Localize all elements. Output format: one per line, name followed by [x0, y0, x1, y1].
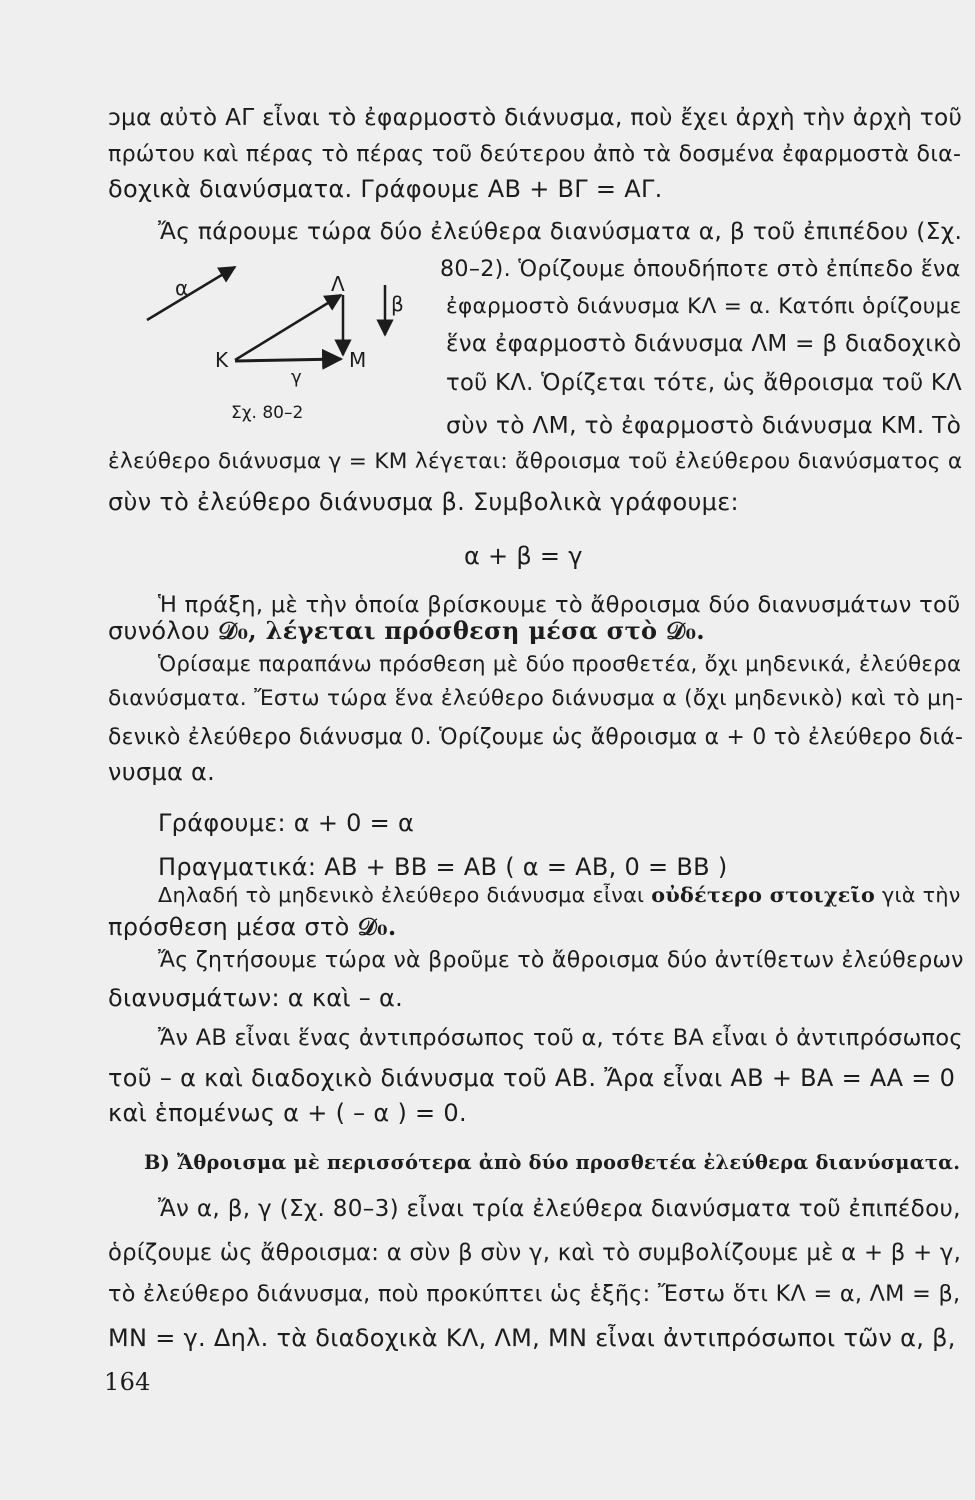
text-line-20-tail: γιὰ τὴν: [875, 883, 961, 907]
page-number: 164: [104, 1368, 151, 1396]
vector-KL: [235, 295, 341, 360]
text-line-12: Ἡ πράξη, μὲ τὴν ὁποία βρίσκουμε τὸ ἄθροισμα δύο διανυσμάτων τοῦ: [158, 592, 961, 618]
gamma-label: γ: [291, 367, 302, 388]
text-line-18: Γράφουμε: α + 0 = α: [158, 809, 415, 837]
text-line-25: τοῦ – α καὶ διαδοχικὸ διάνυσμα τοῦ ΑΒ. Ἄρα εἶναι ΑΒ + ΒΑ = ΑΑ = 0: [108, 1064, 956, 1092]
section-heading-b: Β) Ἄθροισμα μὲ περισσότερα ἀπὸ δύο προσθετέα ἐλεύθερα διανύσματα.: [144, 1151, 961, 1174]
text-line-21-bold: 𝒟₀.: [357, 912, 397, 941]
text-line-15: διανύσματα. Ἔστω τώρα ἕνα ἐλεύθερο διάνυσμα α (ὄχι μηδενικὸ) καὶ τὸ μη-: [108, 686, 964, 711]
text-line-29: τὸ ἐλεύθερο διάνυσμα, ποὺ προκύπτει ὡς ἑξῆς: Ἔστω ὅτι ΚΛ = α, ΛΜ = β,: [108, 1281, 961, 1307]
text-line-6: ἐφαρμοστὸ διάνυσμα ΚΛ = α. Κατόπι ὁρίζουμε: [446, 294, 962, 319]
text-line-4: Ἄς πάρουμε τώρα δύο ἐλεύθερα διανύσματα α, β τοῦ ἐπιπέδου (Σχ.: [158, 218, 963, 245]
text-line-21: [108, 912, 396, 942]
text-line-7: ἕνα ἐφαρμοστὸ διάνυσμα ΛΜ = β διαδοχικὸ: [446, 331, 962, 357]
text-line-16: δενικὸ ἐλεύθερο διάνυσμα 0. Ὁρίζουμε ὡς ἄθροισμα α + 0 τὸ ἐλεύθερο διά-: [108, 725, 964, 750]
text-line-13-plain: συνόλου: [108, 617, 218, 645]
alpha-label: α: [175, 276, 189, 300]
text-line-11: σὺν τὸ ἐλεύθερο διάνυσμα β. Συμβολικὰ γράφουμε:: [108, 488, 739, 516]
text-line-24: Ἄν ΑΒ εἶναι ἕνας ἀντιπρόσωπος τοῦ α, τότε ΒΑ εἶναι ὁ ἀντιπρόσωπος: [158, 1025, 963, 1051]
text-line-28: ὁρίζουμε ὡς ἄθροισμα: α σὺν β σὺν γ, καὶ τὸ συμβολίζουμε μὲ α + β + γ,: [108, 1240, 962, 1266]
figure-80-2: [135, 255, 435, 425]
text-line-27: Ἄν α, β, γ (Σχ. 80–3) εἶναι τρία ἐλεύθερα διανύσματα τοῦ ἐπιπέδου,: [158, 1196, 961, 1222]
text-line-1: ɔμα αὐτὸ ΑΓ εἶναι τὸ ἐφαρμοστὸ διάνυσμα, ποὺ ἔχει ἀρχὴ τὴν ἀρχὴ τοῦ: [108, 104, 963, 131]
beta-label: β: [391, 292, 404, 316]
text-line-26: καὶ ἑπομένως α + ( – α ) = 0.: [108, 1099, 467, 1127]
text-line-30: ΜΝ = γ. Δηλ. τὰ διαδοχικὰ ΚΛ, ΛΜ, ΜΝ εἶναι ἀντιπρόσωποι τῶν α, β,: [108, 1324, 956, 1352]
point-K-label: K: [215, 348, 229, 372]
text-line-2: πρώτου καὶ πέρας τὸ πέρας τοῦ δεύτερου ἀπὸ τὰ δοσμένα ἐφαρμοστὰ δια-: [108, 141, 962, 167]
text-line-5: 80–2). Ὁρίζουμε ὁπουδήποτε στὸ ἐπίπεδο ἕνα: [440, 256, 961, 282]
text-line-22: Ἄς ζητήσουμε τώρα νὰ βροῦμε τὸ ἄθροισμα δύο ἀντίθετων ἐλεύθερων: [158, 948, 964, 973]
point-L-label: Λ: [331, 272, 345, 296]
text-line-20-bold: οὐδέτερο στοιχεῖο: [651, 883, 876, 907]
sum-formula: α + β = γ: [464, 542, 583, 570]
text-line-8: τοῦ ΚΛ. Ὁρίζεται τότε, ὡς ἄθροισμα τοῦ ΚΛ: [446, 370, 962, 396]
text-line-17: νυσμα α.: [108, 758, 216, 786]
vector-KM: [235, 359, 341, 361]
text-line-3: δοχικὰ διανύσματα. Γράφουμε ΑΒ + ΒΓ = ΑΓ.: [108, 175, 663, 203]
text-line-13-bold: 𝒟₀, λέγεται πρόσθεση μέσα στὸ 𝒟₀.: [218, 616, 705, 645]
point-M-label: M: [349, 348, 367, 372]
figure-caption: Σχ. 80–2: [231, 403, 304, 423]
alpha-free-vector: [147, 267, 235, 320]
text-line-10: ἐλεύθερο διάνυσμα γ = ΚΜ λέγεται: ἄθροισμα τοῦ ἐλεύθερου διανύσματος α: [108, 449, 963, 474]
text-line-23: διανυσμάτων: α καὶ – α.: [108, 984, 404, 1012]
text-line-19: Πραγματικά: ΑΒ + ΒΒ = ΑΒ ( α = ΑΒ, 0 = ΒΒ ): [158, 853, 728, 881]
text-line-13: [108, 616, 705, 646]
text-line-20-plain: Δηλαδή τὸ μηδενικὸ ἐλεύθερο διάνυσμα εἶναι: [158, 883, 652, 907]
text-line-21-plain: πρόσθεση μέσα στὸ: [108, 913, 358, 941]
text-line-20: [158, 880, 961, 910]
text-line-14: Ὁρίσαμε παραπάνω πρόσθεση μὲ δύο προσθετέα, ὄχι μηδενικά, ἐλεύθερα: [158, 652, 962, 677]
text-line-9: σὺν τὸ ΛΜ, τὸ ἐφαρμοστὸ διάνυσμα ΚΜ. Τὸ: [446, 412, 962, 439]
